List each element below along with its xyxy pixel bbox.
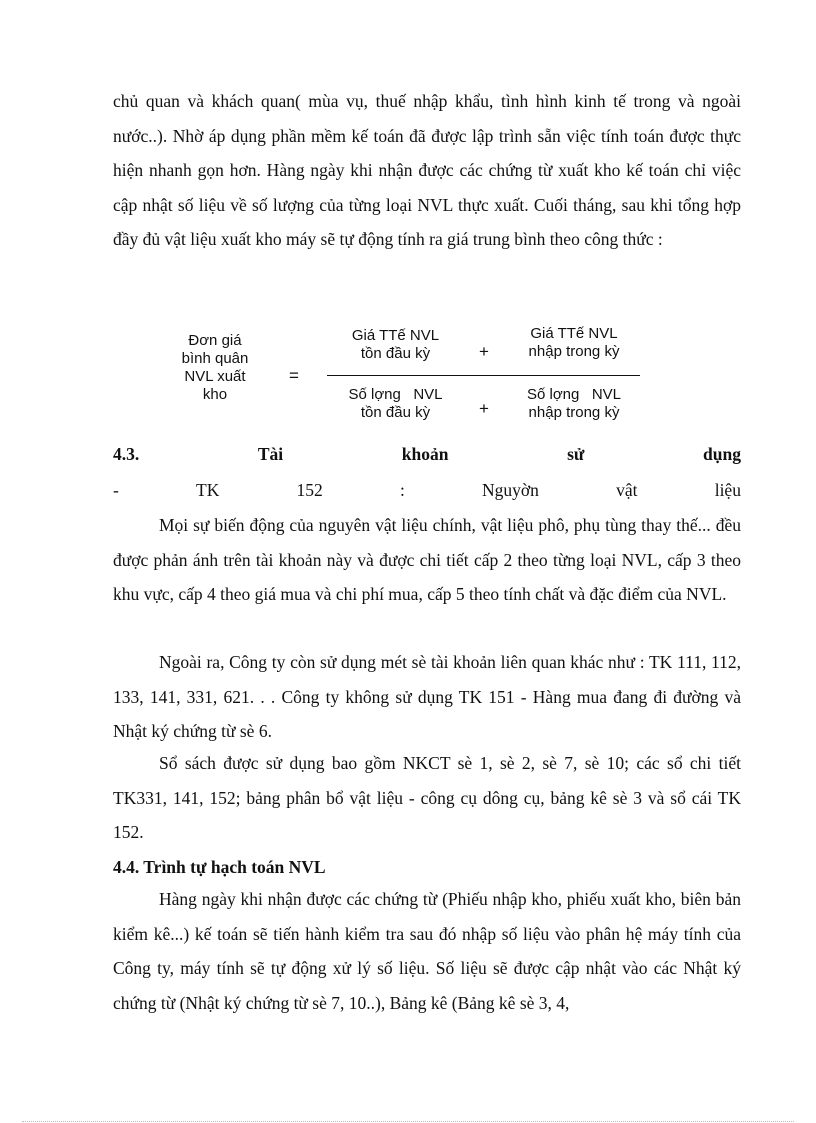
fraction-bar <box>327 375 640 376</box>
denominator-term-purchased <box>508 386 640 422</box>
paragraph-books-used: Sổ sách được sử dụng bao gồm NKCT sè 1, sè 2, sè 7, sè 10; các sổ chi tiết TK331, 141, 152; bảng phân bổ vật liệu - công cụ dông cụ, bảng kê sè 3 và sổ cái TK 152. <box>113 753 741 842</box>
formula-left-line: kho <box>202 386 228 403</box>
account-line-word: TK <box>196 480 220 500</box>
heading-word: khoản <box>401 444 449 464</box>
denominator-term-line: Số lợng NVL <box>348 386 443 403</box>
numerator-term-purchased <box>508 325 640 361</box>
numerator-term-line: nhập trong kỳ <box>528 343 620 360</box>
account-line-word: 152 <box>296 480 323 500</box>
numerator-term-line: tồn đầu kỳ <box>360 345 431 362</box>
paragraph-accounting-sequence: Hàng ngày khi nhận được các chứng từ (Phiếu nhập kho, phiếu xuất kho, biên bản kiểm kê...) kế toán sẽ tiến hành kiểm tra sau đó nhập số liệu vào phân hệ máy tính của Công ty, máy tính sẽ tự động xử lý số liệu. Số liệu sẽ được cập nhật vào các Nhật ký chứng từ (Nhật ký chứng từ sè 7, 10..), Bảng kê (Bảng kê sè 3, 4, <box>113 889 741 1013</box>
numerator-term-opening <box>328 327 463 363</box>
section-heading-4-4: 4.4. Trình tự hạch toán NVL <box>113 857 326 877</box>
account-line-word: vật <box>616 480 638 500</box>
denominator-term-line: tồn đầu kỳ <box>360 404 431 421</box>
denominator-term-opening <box>328 386 463 422</box>
denominator-plus-sign: + <box>479 399 489 418</box>
average-price-formula <box>0 0 816 440</box>
paragraph-related-accounts: Ngoài ra, Công ty còn sử dụng mét sè tài khoản liên quan khác như : TK 111, 112, 133, 141, 331, 621. . . Công ty không sử dụng TK 151 - Hàng mua đang đi đường và Nhật ký chứng từ sè 6. <box>113 652 741 741</box>
formula-left-line: Đơn giá <box>188 332 242 349</box>
account-line-word: liệu <box>714 480 741 500</box>
heading-word: 4.3. <box>113 444 140 464</box>
numerator-term-line: Giá TTế NVL <box>351 327 440 344</box>
denominator-term-line: nhập trong kỳ <box>528 404 620 421</box>
formula-equals-sign: = <box>289 366 299 385</box>
paragraph-account-detail: Mọi sự biến động của nguyên vật liệu chính, vật liệu phô, phụ tùng thay thế... đều được phản ánh trên tài khoản này và được chi tiết cấp 2 theo từng loại NVL, cấp 3 theo khu vực, cấp 4 theo giá mua và chi phí mua, cấp 5 theo tính chất và đặc điểm của NVL. <box>113 515 741 604</box>
formula-left-side <box>165 332 265 404</box>
heading-word: Tài <box>257 444 284 464</box>
heading-word: dụng <box>703 444 741 464</box>
account-line-word: Nguyờn <box>482 480 539 500</box>
numerator-plus-sign: + <box>479 342 489 361</box>
heading-word: sử <box>567 444 585 464</box>
account-line-word: - <box>113 480 119 500</box>
account-152-line <box>113 480 741 501</box>
formula-left-line: bình quân <box>181 350 249 367</box>
numerator-term-line: Giá TTế NVL <box>530 325 618 342</box>
account-line-word: : <box>399 480 405 500</box>
denominator-term-line: Số lợng NVL <box>526 386 622 403</box>
formula-left-line: NVL xuất <box>184 368 246 385</box>
section-heading-4-3 <box>113 444 741 465</box>
page-bottom-border <box>22 1121 794 1122</box>
paragraph-pricing-method: chủ quan và khách quan( mùa vụ, thuế nhập khẩu, tình hình kinh tế trong và ngoài nước..). Nhờ áp dụng phần mềm kế toán đã được lập trình sẵn việc tính toán được thực hiện nhanh gọn hơn. Hàng ngày khi nhận được các chứng từ xuất kho kế toán chỉ việc cập nhật số liệu về số lượng của từng loại NVL thực xuất. Cuối tháng, sau khi tổng hợp đầy đủ vật liệu xuất kho máy sẽ tự động tính ra giá trung bình theo công thức : <box>113 91 741 249</box>
